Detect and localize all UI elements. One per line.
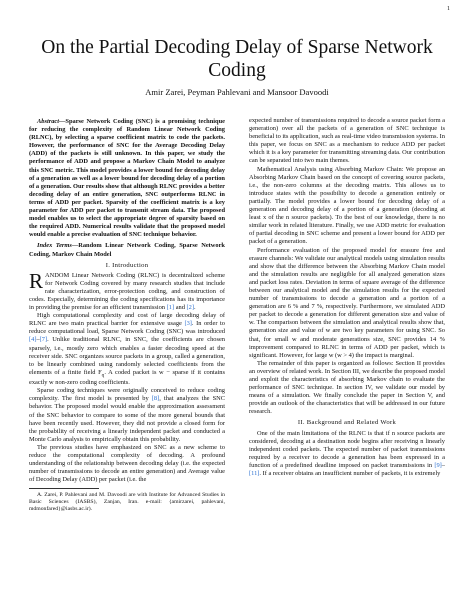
- intro-p2-text: . Unlike traditional RLNC, in SNC, the coefficients are chosen sparsely, i.e., mostly zero which enables a faster decoding speed at the receiver side. SNC organizes source packets in a group, called a generation, to be linearly combined using randomly selected coefficients from the elements of a finite field F: [29, 336, 225, 376]
- section-heading-introduction: I. Introduction: [105, 261, 149, 269]
- right-paragraph-5: [249, 430, 445, 479]
- intro-paragraph-2: [29, 312, 225, 387]
- intro-p1-text: ANDOM Linear Network Coding (RLNC) is decentralized scheme for Network Coding covered by many research studies that include rate characterization, error-protection coding, and construction of codes. Especially, determining the coding specifications has its importance in providing the premise for an efficient transmission: [29, 271, 225, 312]
- intro-p2-text: . In order to reduce computational load, Sparse Network Coding (SNC) was introduced: [29, 320, 225, 336]
- abstract-label: Abstract: [37, 118, 60, 125]
- citation[interactable]: [11]: [249, 470, 260, 478]
- citation[interactable]: [2]: [186, 304, 194, 312]
- intro-p2-dash: –: [36, 336, 40, 344]
- intro-p2-text: High computational complexity and cost of large decoding delay of RLNC are two main practical barrier for extensive usage: [29, 312, 225, 328]
- section-heading-background: II. Background and Related Work: [297, 419, 397, 427]
- citation[interactable]: [4]: [29, 336, 37, 344]
- intro-p1-and: and: [175, 304, 185, 312]
- author-footnote: A. Zarei, P. Pahlevani and M. Davoodi are with Institute for Advanced Studies in Basic Sciences (IASBS), Zanjan, Iran. e-mail: {amirzarei, pahlevani, mdmonfared}@iasbs.ac.ir).: [29, 492, 225, 513]
- index-terms: [29, 242, 225, 258]
- right-paragraph-3: Performance evaluation of the proposed model for erasure free and erasure channels: We validate our analytical models using simulation results and show that the difference between the Absorbing Markov Chain model and the simulation results are negligible for all analyzed generation sizes and packet loss rates. Deviation in terms of square average of the difference between our analytical model and the simulation results for the expected number of transmissions to decode a generation and a portion of a generation are 6 % and 7 %, respectively. Furthermore, we simulated ADD per packet to decode a generation for different generation size and value of w. The comparison between the simulation and analytical results show that, generation size and value of w are two key parameters for using SNC. So that, for small w and moderate generations size, SNC provides 14 % improvement compared to RLNC in terms of ADD per packet, which is significant. However, for large w (w > 4) the impact is marginal.: [249, 246, 445, 359]
- right-paragraph-1: expected number of transmissions required to decode a source packet form a generation) over all the packets of a generation of SNC technique is beneficial to its application, such as real-time video transmission systems. In this paper, we focus on SNC as a mechanism to reduce ADD per packet which it is a key parameter for transmitting streaming data. Our contribution can be separated into two main themes.: [249, 117, 445, 165]
- field-subscript: q: [101, 372, 105, 379]
- right-paragraph-2: Mathematical Analysis using Absorbing Markov Chain: We propose an Absorbing Markov Chain based on the concept of covering source packets, i.e., the non-zero columns at the decoding matrix. This allows us to introduce states with the possibility to decode a generation entirely or partially. The model provides a lower bound for decoding delay of a generation and decoding delay of a portion of a generation (decoding at least x of the n source packets). To the best of our knowledge, there is no similar work in related literature. Finally, we use ADD metric for evaluation of partial decoding in SNC scheme and present a lower bound for ADD per packet of a generation.: [249, 165, 445, 246]
- right-paragraph-4: The remainder of this paper is organized as follows: Section II provides an overview of related work. In Section III, we describe the proposed model and exploit the characteristics of absorbing Markov chain to evaluate the performance of SNC technique. In section IV, we validate our model by means of a simulation. We finally conclude the paper in Section V, and provide an outlook of the characteristics that will be addressed in our future research.: [249, 359, 445, 416]
- intro-p3-text: , that analyzes the SNC behavior. The proposed model would enable the approximation assessment of the SNC behavior to compare to some of the more general bounds that have been recently used. However, they did not provide a closed form for the probability of receiving a linearly independent packet and conducted a Monte Carlo analysis to empirically obtain this probability.: [29, 395, 225, 443]
- citation[interactable]: [7]: [39, 336, 48, 344]
- intro-paragraph-1: [29, 268, 225, 312]
- paper-authors: Amir Zarei, Peyman Pahlevani and Mansoor Davoodi: [145, 87, 329, 97]
- background-p1-text: One of the main limitations of the RLNC is that if n source packets are considered, decoding at a destination node begins after receiving n linearly independent coded packets. The expected number of packet transmissions required by a receiver to decode a generation has been expressed in a function of a predefined deadline imposed on packet transmissions in: [249, 429, 445, 469]
- intro-paragraph-3: [29, 387, 225, 444]
- left-column: [29, 118, 225, 598]
- intro-paragraph-4: The previous studies have emphasized on SNC as a new scheme to reduce the computational complexity of decoding. A profound understanding of the relationship between decoding delay (i.e. the expected number of transmissions to decode an entire generation) and Average value of Decoding Delay (ADD) per packet (i.e. the: [29, 443, 225, 484]
- index-terms-label: Index Terms: [37, 242, 72, 250]
- index-terms-text: —Random Linear Network Coding, Sparse Network Coding, Markov Chain Model: [29, 242, 225, 258]
- page-number: 1: [447, 6, 450, 12]
- drop-cap: R: [29, 268, 44, 293]
- intro-p1-end: .: [193, 304, 196, 312]
- abstract: [29, 118, 225, 239]
- citation[interactable]: [8]: [151, 395, 160, 403]
- background-p1-dash: –: [441, 461, 445, 469]
- intro-p3-text: Sparse coding techniques were originally conceived to reduce coding complexity. The first model is presented by: [29, 387, 225, 403]
- intro-p2-text: . A coded packet is w − sparse if it contains exactly w non-zero coding coefficients.: [29, 368, 225, 387]
- right-column: [249, 117, 445, 605]
- footnote-divider: [29, 488, 99, 489]
- abstract-text: —Sparse Network Coding (SNC) is a promising technique for reducing the complexity of Random Linear Network Coding (RLNC), by selecting a sparse coefficient matrix to code the packets. However, the performance of SNC for the Average Decoding Delay (ADD) of the packets is still unknown. In this paper, we study the performance of ADD and propose a Markov Chain Model to analyze this SNC metric. This model provides a lower bound for decoding delay of a generation as well as a lower bound for decoding delay of a portion of a generation. Our results show that although RLNC provides a better decoding delay of an entire generation, SNC outperforms RLNC in terms of ADD per packet. Sparsity of the coefficient matrix is a key parameter for ADD per packet to transmit stream data. The proposed model enables us to select the appropriate degree of sparsity based on the required ADD. Numerical results validate that the proposed model would enable a precise evaluation of SNC technique behavior.: [29, 118, 225, 239]
- citation[interactable]: [1]: [166, 304, 175, 312]
- citation[interactable]: [9]: [434, 461, 442, 469]
- background-p1-text: . If a receiver obtains an insufficient number of packets, it is extremely: [259, 470, 441, 478]
- citation[interactable]: [3]: [184, 320, 192, 328]
- paper-title: On the Partial Decoding Delay of Sparse Network Coding: [41, 37, 433, 81]
